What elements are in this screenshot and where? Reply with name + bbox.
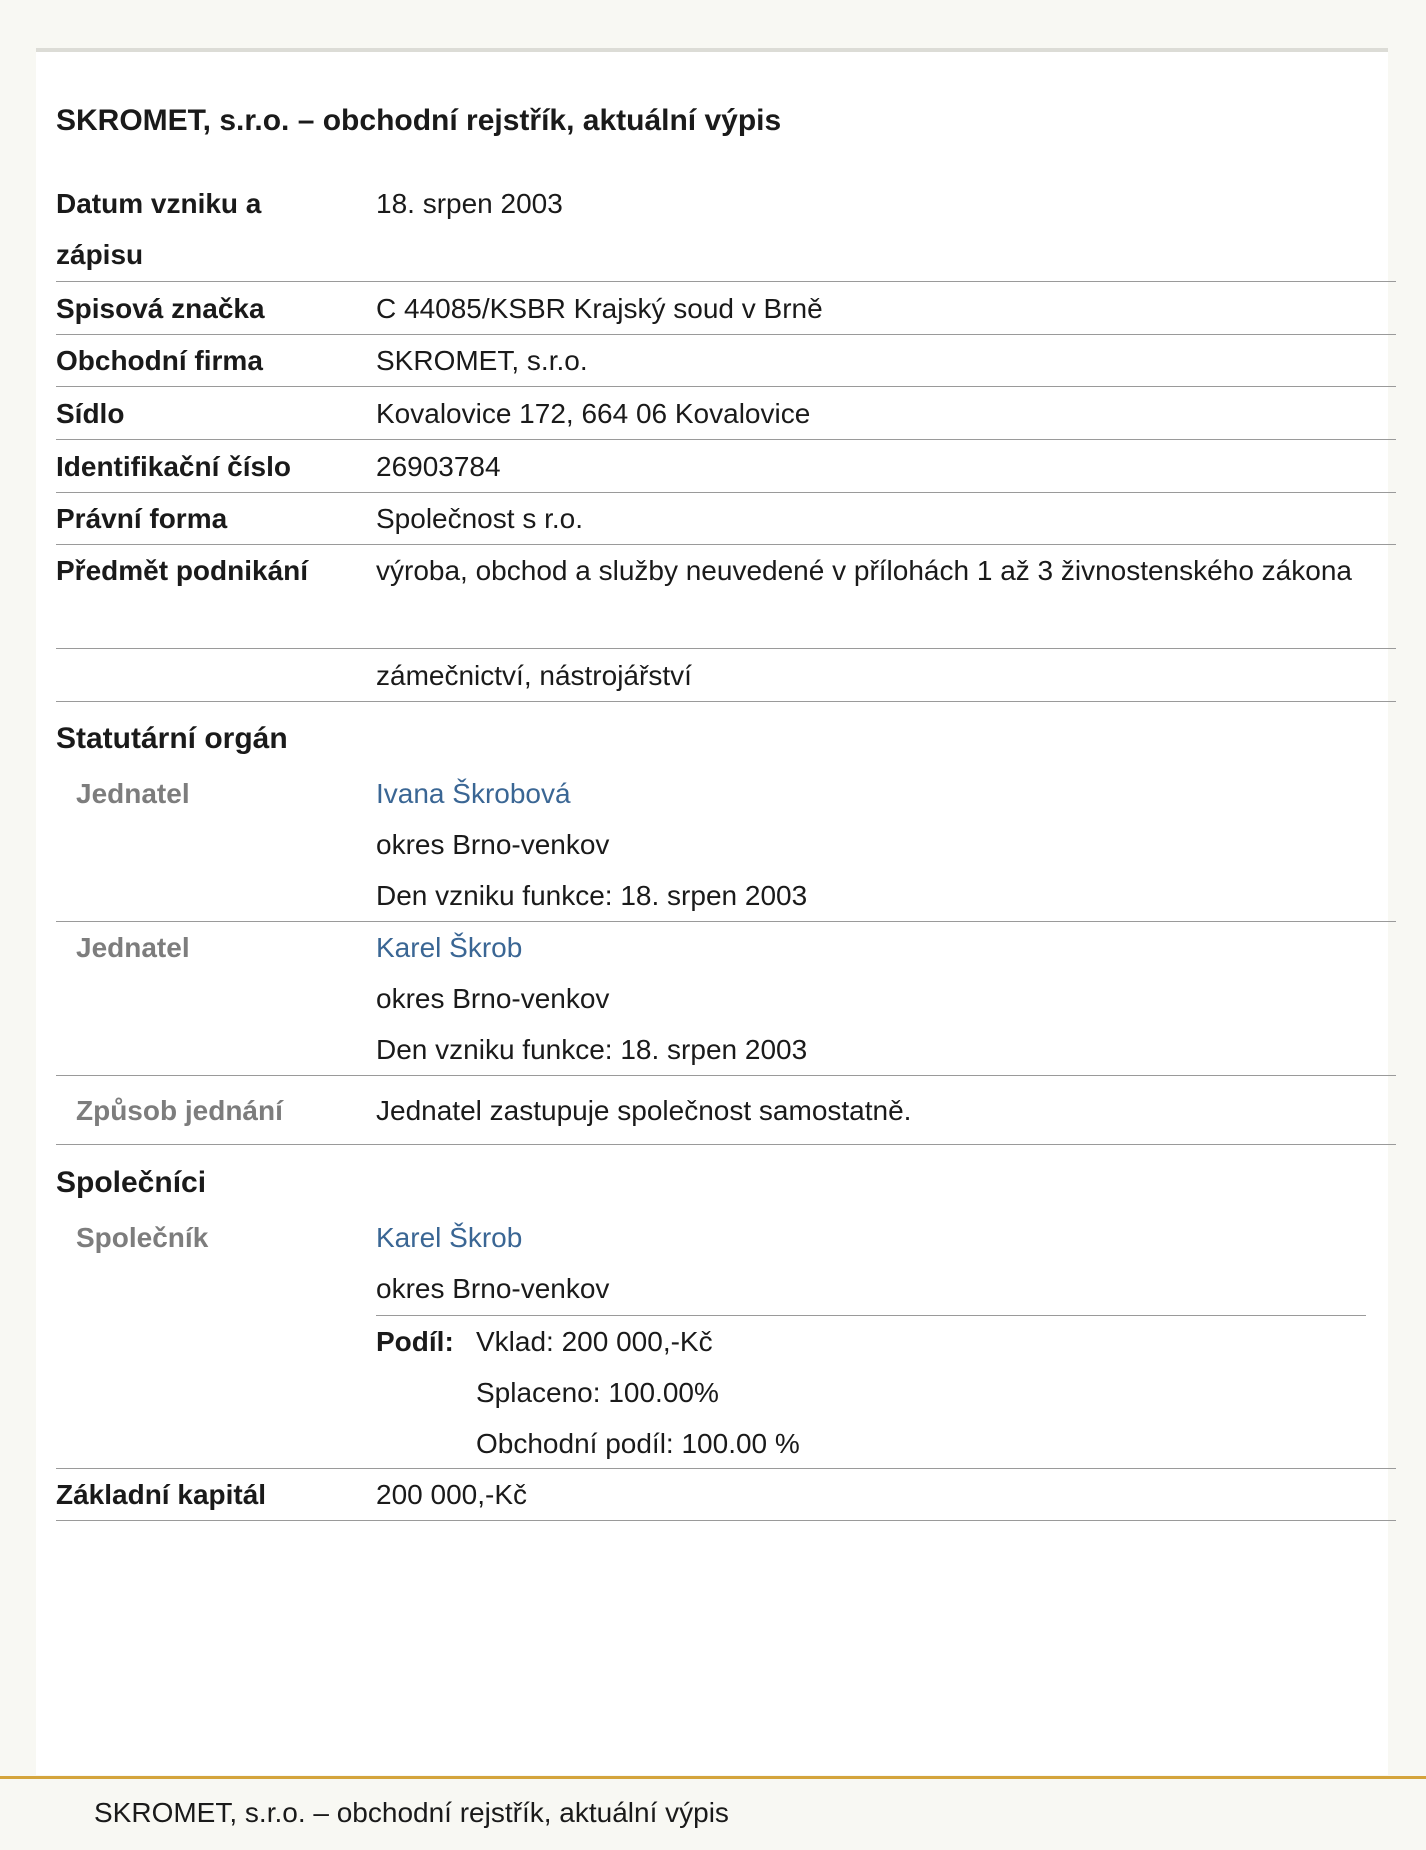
label-pravni-forma: Právní forma <box>56 503 228 534</box>
label-spisova-znacka: Spisová značka <box>56 293 265 324</box>
label-jednatel-1: Jednatel <box>76 778 190 809</box>
jednatel-1-since: Den vzniku funkce: 18. srpen 2003 <box>376 880 808 911</box>
value-jednatel-1 <box>376 768 1386 921</box>
row-jednatel-1 <box>56 768 1396 922</box>
jednatel-1-district: okres Brno-venkov <box>376 829 610 860</box>
row-zpusob-jednani <box>56 1076 1396 1145</box>
value-spolecnik <box>376 1212 1386 1314</box>
label-sidlo: Sídlo <box>56 398 125 429</box>
value-ico: 26903784 <box>376 451 501 482</box>
value-spisova-znacka: C 44085/KSBR Krajský soud v Brně <box>376 293 823 324</box>
jednatel-2-since: Den vzniku funkce: 18. srpen 2003 <box>376 1034 808 1065</box>
person-link-spolecnik-karel-skrob[interactable]: Karel Škrob <box>376 1222 523 1253</box>
row-spolecnik <box>56 1212 1396 1469</box>
value-jednatel-2 <box>376 922 1386 1075</box>
section-statutarni-organ: Statutární orgán <box>56 722 288 755</box>
podil-label: Podíl: <box>376 1326 454 1357</box>
footer-text: SKROMET, s.r.o. – obchodní rejstřík, aktuální výpis <box>94 1797 729 1828</box>
row-sidlo <box>56 387 1396 440</box>
value-predmet-podnikani-1 <box>376 545 1356 597</box>
row-predmet-podnikani-2 <box>56 649 1396 702</box>
person-link-ivana-skrobova[interactable]: Ivana Škrobová <box>376 778 571 809</box>
jednatel-2-district: okres Brno-venkov <box>376 983 610 1014</box>
datum-value: 18. srpen 2003 <box>376 188 563 219</box>
label-jednatel-2: Jednatel <box>76 932 190 963</box>
row-obchodni-firma <box>56 335 1396 387</box>
section-spolecnici: Společníci <box>56 1166 207 1199</box>
value-pravni-forma: Společnost s r.o. <box>376 503 584 534</box>
row-jednatel-2 <box>56 922 1396 1076</box>
row-zakladni-kapital <box>56 1469 1396 1521</box>
label-ico: Identifikační číslo <box>56 451 291 482</box>
label-zakladni-kapital: Základní kapitál <box>56 1479 267 1510</box>
footer-bar <box>0 1776 1426 1850</box>
label-predmet-podnikani: Předmět podnikání <box>56 555 309 586</box>
label-zpusob-jednani: Způsob jednání <box>76 1095 283 1126</box>
person-link-karel-skrob[interactable]: Karel Škrob <box>376 932 523 963</box>
label-datum-vzniku: Datum vzniku a zápisu <box>56 188 262 270</box>
row-datum-vzniku <box>56 182 1396 282</box>
page-title: SKROMET, s.r.o. – obchodní rejstřík, aktuální výpis <box>56 104 782 137</box>
value-predmet-podnikani-2: zámečnictví, nástrojářství <box>376 660 692 691</box>
value-sidlo: Kovalovice 172, 664 06 Kovalovice <box>376 398 811 429</box>
spolecnik-district: okres Brno-venkov <box>376 1273 610 1304</box>
row-predmet-podnikani <box>56 545 1396 649</box>
row-spisova-znacka <box>56 282 1396 335</box>
label-obchodni-firma: Obchodní firma <box>56 345 263 376</box>
document-sheet <box>36 48 1388 1775</box>
value-zpusob-jednani: Jednatel zastupuje společnost samostatně. <box>376 1095 912 1126</box>
row-pravni-forma <box>56 493 1396 545</box>
value-obchodni-firma: SKROMET, s.r.o. <box>376 345 588 376</box>
value-zakladni-kapital: 200 000,-Kč <box>376 1479 527 1510</box>
podil-block <box>376 1315 1366 1469</box>
label-spolecnik: Společník <box>76 1222 209 1253</box>
podil-obchodni: Obchodní podíl: 100.00 % <box>476 1428 800 1459</box>
podil-splaceno: Splaceno: 100.00% <box>476 1377 719 1408</box>
predmet-item: výroba, obchod a služby neuvedené v přílohách 1 až 3 živnostenského zákona <box>376 555 1352 586</box>
podil-values <box>476 1316 800 1469</box>
row-ico <box>56 440 1396 493</box>
value-datum-vzniku <box>376 178 1386 229</box>
podil-vklad: Vklad: 200 000,-Kč <box>476 1326 713 1357</box>
